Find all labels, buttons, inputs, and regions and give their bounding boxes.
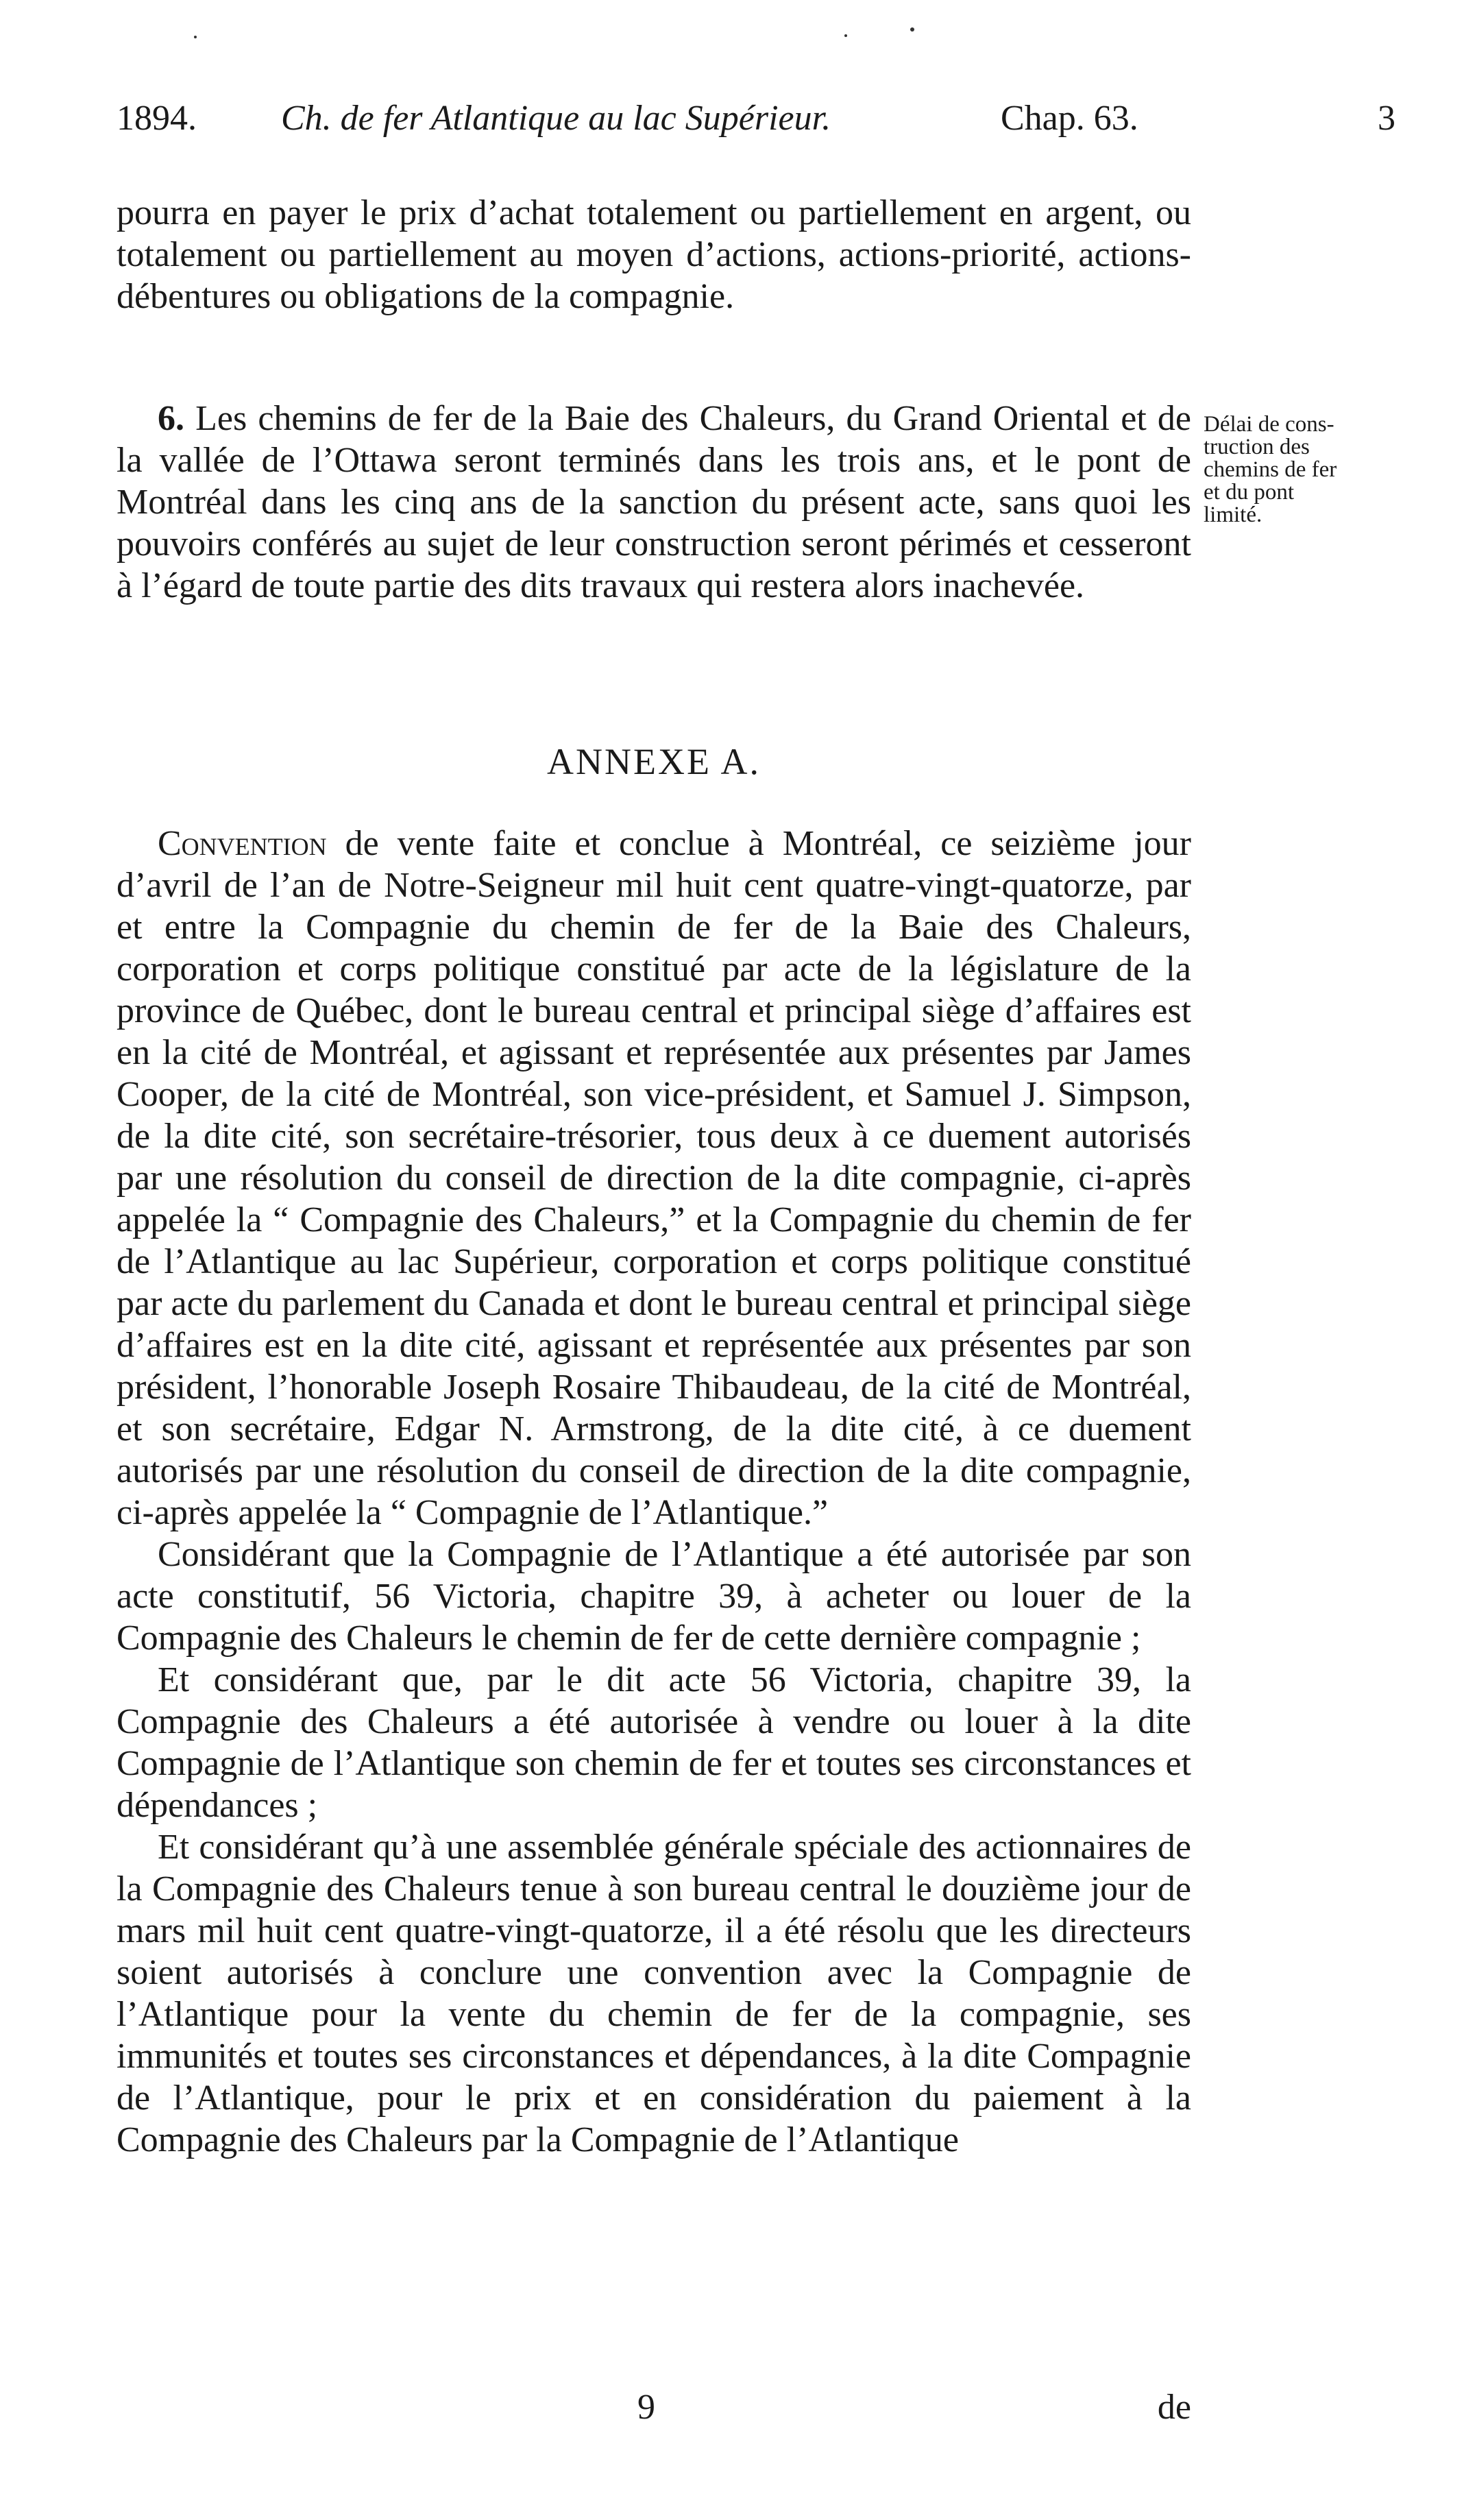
page-number: 3: [1378, 99, 1395, 138]
annex-paragraph: [117, 823, 1191, 1534]
page-footer: [117, 2387, 1191, 2435]
header-year: 1894.: [117, 99, 197, 138]
annex-first-word: Convention: [158, 824, 327, 863]
section-6-text: Les chemins de fer de la Baie des Chaleurs, du Grand Oriental et de la vallée de l’Ottawa seront terminés dans les trois ans, et le pont de Montréal dans les cinq ans de la sanction du présent acte, sans quoi les pouvoirs conférés au sujet de leur construction seront périmés et cesseront à l’égard de toute partie des dits travaux qui restera alors inachevée.: [117, 399, 1192, 605]
margin-note: [1204, 413, 1409, 526]
running-header: [117, 98, 1405, 153]
annex-paragraph: Et considérant que, par le dit acte 56 Victoria, chapitre 39, la Compagnie des Chaleurs a été autorisée à vendre ou louer à la dite Compagnie de l’Atlantique son chemin de fer et toutes ses circonstances et dépendances ;: [117, 1660, 1191, 1825]
print-speck: [844, 34, 847, 37]
opening-paragraph-block: [117, 192, 1191, 317]
annex-paragraph: Et considérant qu’à une assemblée générale spéciale des actionnaires de la Compagnie des Chaleurs tenue à son bureau central le douzième jour de mars mil huit cent quatre-vingt-quatorze, il a été résolu que les directeurs soient autorisés à conclure une convention avec la Compagnie de l’Atlantique pour la vente du chemin de fer de la compagnie, ses immunités et toutes ses circonstances et dépendances, à la dite Compagnie de l’Atlantique, pour le prix et en considération du paiement à la Compagnie des Chaleurs par la Compagnie de l’Atlantique: [117, 1828, 1191, 2159]
print-speck: [910, 27, 914, 32]
annex-paragraph-text: de vente faite et conclue à Montréal, ce seizième jour d’avril de l’an de Notre-Seigneur mil huit cent quatre-vingt-quatorze, par et entre la Compagnie du chemin de fer de la Baie des Chaleurs, corporation et corps politique constitué par acte de la législature de la province de Québec, dont le bureau central et principal siège d’affaires est en la cité de Montréal, et agissant et représentée aux présentes par James Cooper, de la cité de Montréal, son vice-président, et Samuel J. Simpson, de la dite cité, son secrétaire-trésorier, tous deux à ce duement autorisés par une résolution du conseil de direction de la dite compagnie, ci-après appelée la “ Compagnie des Chaleurs,” et la Compagnie du chemin de fer de l’Atlantique au lac Supérieur, corporation et corps politique constitué par acte du parlement du Canada et dont le bureau central et principal siège d’affaires est en la dite cité, agissant et représentée aux présentes par son président, l’honorable Joseph Rosaire Thibaudeau, de la cité de Montréal, et son secrétaire, Edgar N. Armstrong, de la dite cité, à ce duement autorisés par une résolution du conseil de direction de la dite compagnie, ci-après appelée la “ Compagnie de l’Atlantique.”: [117, 824, 1191, 1532]
annex-body: [117, 823, 1191, 2161]
margin-note-line: limité.: [1204, 502, 1262, 527]
header-chapter: Chap. 63.: [1001, 99, 1138, 138]
catchword: de: [1157, 2388, 1191, 2427]
margin-note-line: truction des: [1204, 435, 1310, 459]
section-6-paragraph: [117, 398, 1191, 607]
print-speck: [194, 36, 197, 38]
section-number: 6.: [158, 399, 184, 438]
signature-mark: 9: [637, 2388, 655, 2427]
margin-note-line: et du pont: [1204, 480, 1294, 505]
opening-paragraph: pourra en payer le prix d’achat totalement ou partiellement en argent, ou totalement ou partiellement au moyen d’actions, actions-priorité, actions-débentures ou obligations de la compagnie.: [117, 193, 1191, 316]
margin-note-line: Délai de cons-: [1204, 412, 1334, 437]
section-6: [117, 398, 1191, 607]
margin-note-line: chemins de fer: [1204, 457, 1337, 482]
annex-paragraph: Considérant que la Compagnie de l’Atlantique a été autorisée par son acte constitutif, 56 Victoria, chapitre 39, à acheter ou louer de la Compagnie des Chaleurs le chemin de fer de cette dernière compagnie ;: [117, 1535, 1191, 1658]
annex-heading: ANNEXE A.: [547, 741, 761, 782]
header-title: Ch. de fer Atlantique au lac Supérieur.: [281, 99, 831, 138]
